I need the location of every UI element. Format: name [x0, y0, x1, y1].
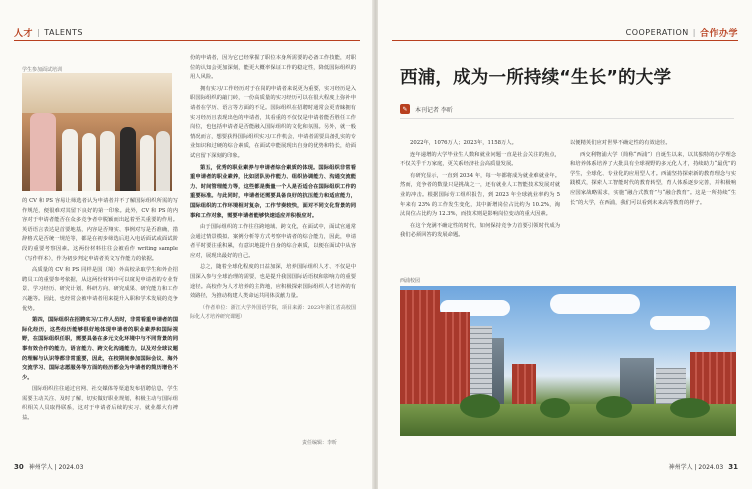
header-rule	[14, 40, 360, 41]
campus-building	[440, 312, 470, 408]
tree	[670, 398, 710, 418]
paragraph: 2022年，1076万人；2023年，1158万人。	[410, 140, 517, 146]
paragraph: 总之，随着全球化程度的日益加深，培养国际组织人才、不仅是中国深入参与全球治理的需要，也是提升我国国际话语权和影响力的重要途径。高校作为人才培养的主阵地，应积极探索国际组织人才培养的有效路径，为推动构建人类命运共同体贡献力量。	[190, 264, 356, 300]
person-figure	[62, 129, 78, 191]
left-column-1	[22, 197, 178, 437]
students-photo	[22, 73, 172, 191]
paragraph: 以便精英们应对世界不确定性的有效途径。	[570, 140, 671, 146]
section-separator: |	[692, 28, 696, 37]
paragraph: 由于国际组织的工作往往跨地域、跨文化，在面试中，面试官通常会通过情景模拟、案例分析等方式考察申请者的综合能力，因此，申请者平时要注重积累，有意识地提升自身的综合素质，以便在面试中从容应对，展现出最好的自己。	[190, 224, 356, 259]
paragraph: 第五，优秀的职业素养与申请者综合素质的体现。国际组织非常看重申请者的职业素养，比如团队协作能力、组织协调能力、沟通交流能力、时间管理能力等，这些都是衡量一个人是否适合在国际组织工作的重要标准。与此同时，申请者还需要具备良好的抗压能力和适应能力，国际组织的工作环境相对复杂，工作节奏较快，面对不同文化背景的同事和工作对象，需要申请者能够快速适应并积极应对。	[190, 164, 356, 219]
section-title-en: TALENTS	[44, 28, 83, 37]
section-title-cn: 人才	[14, 29, 34, 39]
campus-photo	[400, 286, 736, 436]
article-headline: 西浦，成为一所持续“生长”的大学	[400, 68, 672, 88]
person-figure	[156, 131, 170, 191]
pen-icon: ✎	[400, 104, 410, 114]
left-page	[0, 0, 374, 489]
left-folio	[14, 462, 83, 471]
left-column-2	[190, 54, 356, 438]
header-rule	[392, 40, 738, 41]
right-running-head	[626, 26, 738, 39]
paragraph: 的 CV 和 PS 容易让筛选者认为申请者并不了解国际组织所需的写作规范，便很难对其留下良好的第一印象。此外，CV 和 PS 的内容对于申请者能否在众多竞争者中脱颖而出起着至关重要的作用。英语语言表达是首要地基，内容是否翔实、事例对写是否准确，措辞格式是否统一规范等，都是在初步筛选后进入电话面试或面试阶段的重要考察因素。这两份材料往往会被看作 writing sample（写作样本），作为初步判定申请者英文写作能力的依据。	[22, 198, 178, 262]
paragraph: 份的申请者，因为它已经掌握了职位本身所需要的必备工作技能，对职位的认知会更加深刻，能更大概率保证工作的稳定性，降低国际组织的用人风险。	[190, 55, 356, 81]
person-figure	[30, 113, 56, 191]
person-figure	[120, 127, 136, 191]
paragraph: 在这个充满不确定性的时代，如何保持竞争力首要引领时代成为我们必须回答的发展命题。	[400, 222, 560, 239]
divider	[400, 118, 734, 119]
paragraph: 高质量的 CV 和 PS 同样是国（境）外高校录取学生和外企招聘员工的重要参考依据，从这两份材料中可以窥见申请者的专业背景、学习经历、研究计划、科研方向、研究成果、研究能力和工作兴趣等。因此，也经常会被申请者用来提升入职和学术发展的竞争优势。	[22, 267, 178, 312]
section-title-cn: 合作办学	[699, 29, 738, 39]
page-number: 30	[14, 462, 24, 471]
author-note: （作者单位：浙江大学外国语学院，项目来源：2023年浙江省高校国际化人才培养研究课题）	[190, 304, 356, 320]
campus-building	[512, 364, 536, 408]
right-page	[378, 0, 752, 489]
tree	[596, 396, 632, 418]
paragraph: 拥有实习/工作经历对于在岗的申请者来说更为重要，实习经历是入职国际组织的敲门砖，一份高质量的实习经历可以在很大程度上弥补申请者在学历、语言等方面的不足。国际组织在招聘时通常会更青睐拥有实习经历且表现出色的申请者，其看重的不仅仅是申请者能否胜任工作岗位，也包括申请者是否能融入国际组织的文化和氛围。另外，就一般情况而言，想要获得国际组织实习/工作机会，申请者需要具备扎实的专业知识和过硬的综合素质，在面试中能展现出自身的优势和特长，给面试官留下深刻的印象。	[190, 85, 356, 159]
paragraph: 国际组织往往通过官网、社交媒体等渠道发布招聘信息，学生需要主动关注、及时了解，切实做好职业规划，积极主动与国际组织相关人员取得联系，这对于申请者后续的实习、就业都大有裨益。	[22, 386, 178, 422]
magazine-issue: 神州学人 | 2024.03	[28, 464, 84, 471]
paragraph: 第四，国际组织在招聘实习/工作人员时，非常看重申请者的国际化经历，这些经历能够很好地体现申请者的职业素养和国际视野，在国际组织任职，需要具备在多元文化环境中与不同背景的同事有效合作的能力，语言能力、跨文化沟通能力，以及对全球议题的理解与认识等都非常重要，因此，在校期间参加国际会议、海外交流学习、国际志愿服务等方面的经历都会为申请者的简历增色不少。	[22, 317, 178, 381]
campus-building	[400, 290, 440, 408]
right-column-1	[400, 139, 560, 269]
cloud	[650, 316, 710, 330]
section-title-en: COOPERATION	[625, 28, 689, 37]
editor-byline: 责任编辑：李昕	[302, 440, 338, 446]
paragraph: 连年递增的大学毕业生人数和就业问题一直是社会关注的焦点，不仅关乎千万家庭，更关系经济社会高质量发展。	[400, 151, 560, 168]
author-line	[400, 104, 453, 114]
photo-wall	[22, 73, 172, 113]
left-running-head	[14, 26, 83, 39]
tree	[460, 394, 500, 418]
section-separator: |	[37, 28, 41, 37]
right-column-2	[570, 139, 736, 269]
page-number: 31	[728, 462, 738, 471]
cloud	[550, 294, 640, 314]
person-figure	[82, 133, 96, 191]
magazine-issue: 神州学人 | 2024.03	[668, 464, 724, 471]
person-figure	[100, 131, 115, 191]
photo-caption: 学生参加面试培训	[22, 67, 63, 73]
photo-caption: 西浦校园	[400, 278, 421, 284]
tree	[540, 398, 570, 418]
person-figure	[140, 135, 154, 191]
paragraph: 有研究显示，一直到 2034 年，每一年都将成为就业难就业年。然而，竞争者的数量只是挑战之一，还有就业人工智能技术发展对就业的冲击。根据国际劳工组织报告，到 2023 年全球就业率约为 5 年来有 23% 的工作发生变化，其中新增岗位占比约为 10.2%，淘汰岗位占比约为 12.3%，而技术则是影响岗位变动的重大因素。	[400, 172, 560, 218]
author-name: 本刊记者 李昕	[415, 106, 453, 114]
paragraph: 西交利物浦大学（简称“西浦”）自诞生以来，以其独特的办学理念和培养体系培养了大批具有全球视野的多元化人才，持续助力“最优”的学生，全球化、专业化的应用型人才。西浦坚持探索新的教育理念与实践模式，探索人工智能时代的教育转型，育人体系逐步完善，并积极响应国家战略需求，实施“融合式教育”与“融合教育”。这是一所持续“生长”的大学，在西浦，我们可以看到未来高等教育的样子。	[570, 151, 736, 206]
right-folio	[669, 462, 738, 471]
